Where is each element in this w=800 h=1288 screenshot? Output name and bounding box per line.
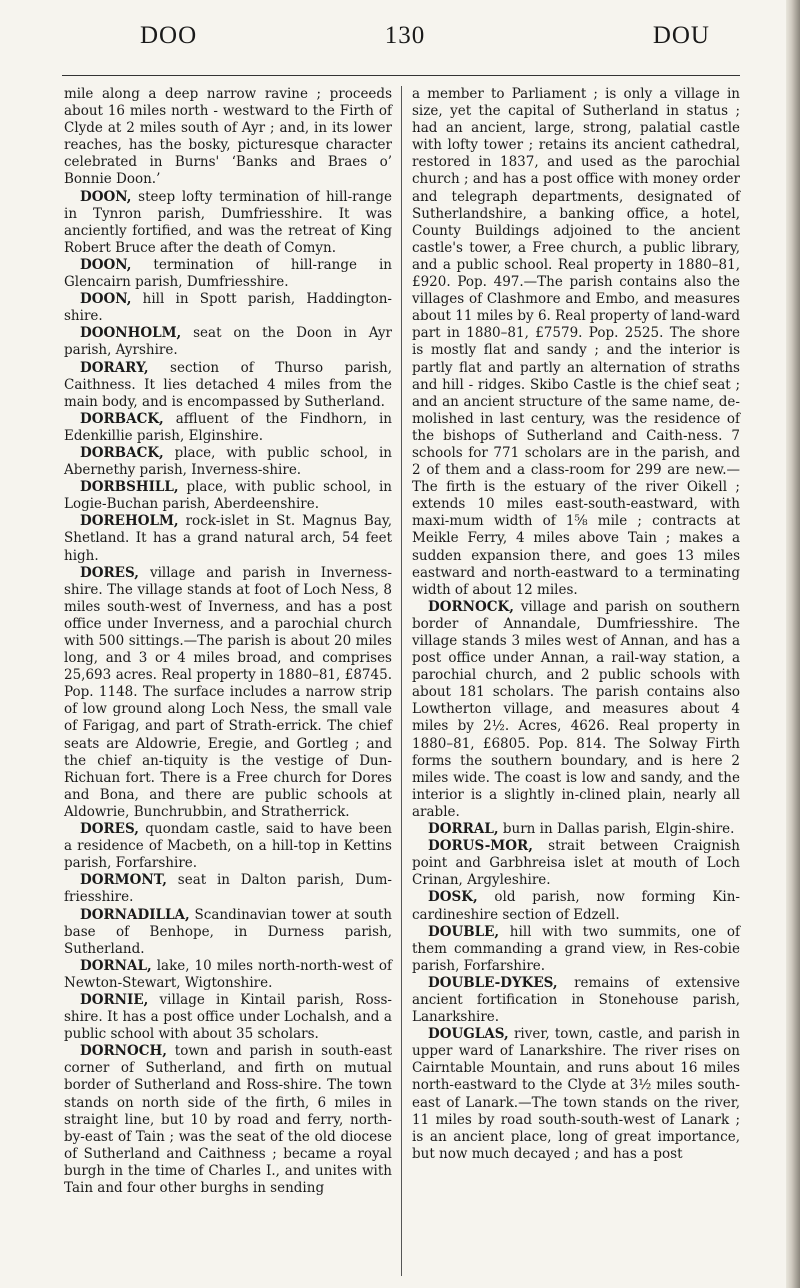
entry-text: mile along a deep narrow ravine ; proceeds about 16 miles north - westward to the Firth of Clyde at 2 miles south of Ayr ; and, in its lower reaches, has the bosky, picturesque character celebrated in Burns' ‘Banks and Braes o’ Bonnie Doon.’ xyxy=(64,86,392,188)
entry-headword: DORES, xyxy=(80,821,139,838)
entry-headword: DORMONT, xyxy=(80,872,167,889)
entry-text: section of Thurso parish, Caithness. It lies detached 4 miles from the main body, and is encompassed by Sutherland. xyxy=(64,359,392,410)
entry-text: Scandinavian tower at south base of Benhope, in Durness parish, Sutherland. xyxy=(64,906,392,957)
header-right-guide-word: DOU xyxy=(652,22,710,49)
gazetteer-entry xyxy=(64,513,392,564)
gazetteer-entry xyxy=(64,360,392,411)
column-divider xyxy=(401,86,402,1276)
entry-text: village and parish on southern border of Annandale, Dumfriesshire. The village stands 3 miles west of Annan, and has a post office under Annan, a rail-way station, a parochial church, and 2 public schools with about 181 scholars. The parish contains also Lowtherton village, and measures about 4 miles by 2½. Acres, 4626. Real property in 1880–81, £6805. Pop. 814. The Solway Firth forms the southern boundary, and is here 2 miles wide. The coast is low and sandy, and the interior is a slightly in-clined plain, nearly all arable. xyxy=(412,598,740,820)
entry-headword: DORARY, xyxy=(80,359,149,376)
entry-headword: DOREHOLM, xyxy=(80,513,179,530)
entry-text: rock-islet in St. Magnus Bay, Shetland. It has a grand natural arch, 54 feet high. xyxy=(64,513,392,564)
header-rule xyxy=(62,75,740,76)
gazetteer-entry xyxy=(64,411,392,445)
gazetteer-entry xyxy=(412,1026,740,1163)
gazetteer-entry xyxy=(64,291,392,325)
entry-text: hill in Spott parish, Haddington-shire. xyxy=(64,291,392,325)
entry-text: village in Kintail parish, Ross-shire. It has a post office under Lochalsh, and a public school with about 35 scholars. xyxy=(64,991,392,1043)
gazetteer-entry xyxy=(412,924,740,975)
entry-text: seat in Dalton parish, Dum-friesshire. xyxy=(64,872,392,906)
entry-headword: DORBACK, xyxy=(80,444,164,461)
gazetteer-entry xyxy=(412,889,740,923)
entry-text: river, town, castle, and parish in upper ward of Lanarkshire. The river rises on Cairntable Mountain, and runs about 16 miles north-eastward to the Clyde at 3½ miles south-east of Lanark.—The town stands on the river, 11 miles by road south-south-west of Lanark ; is an ancient place, long of great importance, but now much decayed ; and has a post xyxy=(412,1026,740,1162)
entry-headword: DORNIE, xyxy=(80,991,149,1008)
entry-text: termination of hill-range in Glencairn parish, Dumfriesshire. xyxy=(64,256,392,291)
entry-headword: DOON, xyxy=(80,188,132,205)
gazetteer-entry xyxy=(412,599,740,821)
entry-headword: DORNADILLA, xyxy=(80,906,190,923)
entry-text: place, with public school, in Logie-Buchan parish, Aberdeenshire. xyxy=(64,479,392,513)
entry-headword: DOONHOLM, xyxy=(80,325,182,342)
page-number: 130 xyxy=(384,22,426,49)
entry-text: old parish, now forming Kin-cardineshire section of Edzell. xyxy=(412,889,740,923)
entry-headword: DOON, xyxy=(80,256,132,273)
right-column xyxy=(412,86,740,1163)
entry-headword: DOSK, xyxy=(428,889,478,906)
entry-headword: DOON, xyxy=(80,291,132,308)
gazetteer-entry xyxy=(64,821,392,872)
entry-headword: DOUBLE-DYKES, xyxy=(428,974,558,991)
entry-text: quondam castle, said to have been a residence of Macbeth, on a hill-top in Kettins parish, Forfarshire. xyxy=(64,821,392,872)
gazetteer-entry xyxy=(64,992,392,1043)
left-column xyxy=(64,86,392,1197)
gazetteer-entry xyxy=(412,838,740,889)
gazetteer-entry xyxy=(412,821,740,838)
entry-text: steep lofty termination of hill-range in Tynron parish, Dumfriesshire. It was anciently fortified, and was the retreat of King Robert Bruce after the death of Comyn. xyxy=(64,188,392,256)
entry-text: town and parish in south-east corner of Sutherland, and firth on mutual border of Sutherland and Ross-shire. The town stands on north side of the firth, 6 miles in straight line, but 10 by road and ferry, north-by-east of Tain ; was the seat of the old diocese of Sutherland and Caithness ; became a royal burgh in the time of Charles I., and unites with Tain and four other burghs in sending xyxy=(64,1043,392,1196)
entry-headword: DORES, xyxy=(80,564,139,581)
entry-continuation xyxy=(412,86,740,599)
gazetteer-entry xyxy=(64,189,392,257)
page-edge xyxy=(786,0,800,1288)
gazetteer-entry xyxy=(64,565,392,821)
running-header xyxy=(60,22,750,58)
entry-text: strait between Craignish point and Garbhreisa islet at mouth of Loch Crinan, Argyleshire. xyxy=(412,838,740,889)
entry-text: hill with two summits, one of them commanding a grand view, in Res-cobie parish, Forfarshire. xyxy=(412,923,740,974)
entry-text: village and parish in Inverness-shire. The village stands at foot of Loch Ness, 8 miles south-west of Inverness, and has a post office under Inverness, and a parochial church with 500 sittings.—The parish is about 20 miles long, and 3 or 4 miles broad, and comprises 25,693 acres. Real property in 1880–81, £8745. Pop. 1148. The surface includes a narrow strip of low ground along Loch Ness, the small vale of Farigag, and part of Strath-errick. The chief seats are Aldowrie, Eregie, and Gortleg ; and the chief an-tiquity is the vestige of Dun-Richuan fort. There is a Free church for Dores and Bona, and there are public schools at Aldowrie, Bunchrubbin, and Stratherrick. xyxy=(64,564,392,820)
entry-text: a member to Parliament ; is only a village in size, yet the capital of Sutherland in status ; had an ancient, large, strong, palatial castle with lofty tower ; retains its ancient cathedral, restored in 1837, and used as the parochial church ; and has a post office with money order and telegraph departments, designated of Sutherlandshire, a banking office, a hotel, County Buildings adjoined to the ancient castle's tower, a Free church, a public library, and a public school. Real property in 1880–81, £920. Pop. 497.—The parish contains also the villages of Clashmore and Embo, and measures about 11 miles by 6. Real property of land-ward part in 1880–81, £7579. Pop. 2525. The shore is mostly flat and sandy ; and the interior is partly flat and partly an alternation of straths and hill - ridges. Skibo Castle is the chief seat ; and an ancient structure of the same name, de-molished in last century, was the residence of the bishops of Sutherland and Caith-ness. 7 schools for 771 scholars are in the parish, and 2 of them and a class-room for 299 are new.—The firth is the estuary of the river Oikell ; extends 10 miles east-south-eastward, with maxi-mum width of 1⅝ mile ; contracts at Meikle Ferry, 4 miles above Tain ; makes a sudden expansion there, and goes 13 miles eastward and north-eastward to a terminating width of about 12 miles. xyxy=(412,86,740,598)
entry-headword: DORBACK, xyxy=(80,410,164,427)
gazetteer-entry xyxy=(412,975,740,1026)
gazetteer-entry xyxy=(64,1043,392,1197)
entry-headword: DORNOCH, xyxy=(80,1043,167,1060)
gazetteer-entry xyxy=(64,325,392,359)
entry-headword: DORBSHILL, xyxy=(80,479,179,496)
header-left-guide-word: DOO xyxy=(140,22,198,49)
entry-text: burn in Dallas parish, Elgin-shire. xyxy=(498,821,735,838)
gazetteer-entry xyxy=(64,958,392,992)
entry-headword: DORRAL, xyxy=(428,821,499,838)
entry-headword: DOUGLAS, xyxy=(428,1026,509,1043)
gazetteer-entry xyxy=(64,479,392,513)
entry-headword: DORNOCK, xyxy=(428,598,514,615)
gazetteer-entry xyxy=(64,445,392,479)
gazetteer-entry xyxy=(64,907,392,958)
entry-text: place, with public school, in Abernethy parish, Inverness-shire. xyxy=(64,444,392,479)
entry-continuation xyxy=(64,86,392,189)
gazetteer-entry xyxy=(64,872,392,906)
entry-text: lake, 10 miles north-north-west of Newton-Stewart, Wigtonshire. xyxy=(64,957,392,991)
gazetteer-entry xyxy=(64,257,392,291)
entry-text: seat on the Doon in Ayr parish, Ayrshire. xyxy=(64,325,392,359)
entry-text: affluent of the Findhorn, in Edenkillie parish, Elginshire. xyxy=(64,410,392,444)
entry-headword: DORUS-MOR, xyxy=(428,838,533,855)
entry-text: remains of extensive ancient fortification in Stonehouse parish, Lanarkshire. xyxy=(412,974,740,1026)
entry-headword: DORNAL, xyxy=(80,957,152,974)
entry-headword: DOUBLE, xyxy=(428,923,500,940)
